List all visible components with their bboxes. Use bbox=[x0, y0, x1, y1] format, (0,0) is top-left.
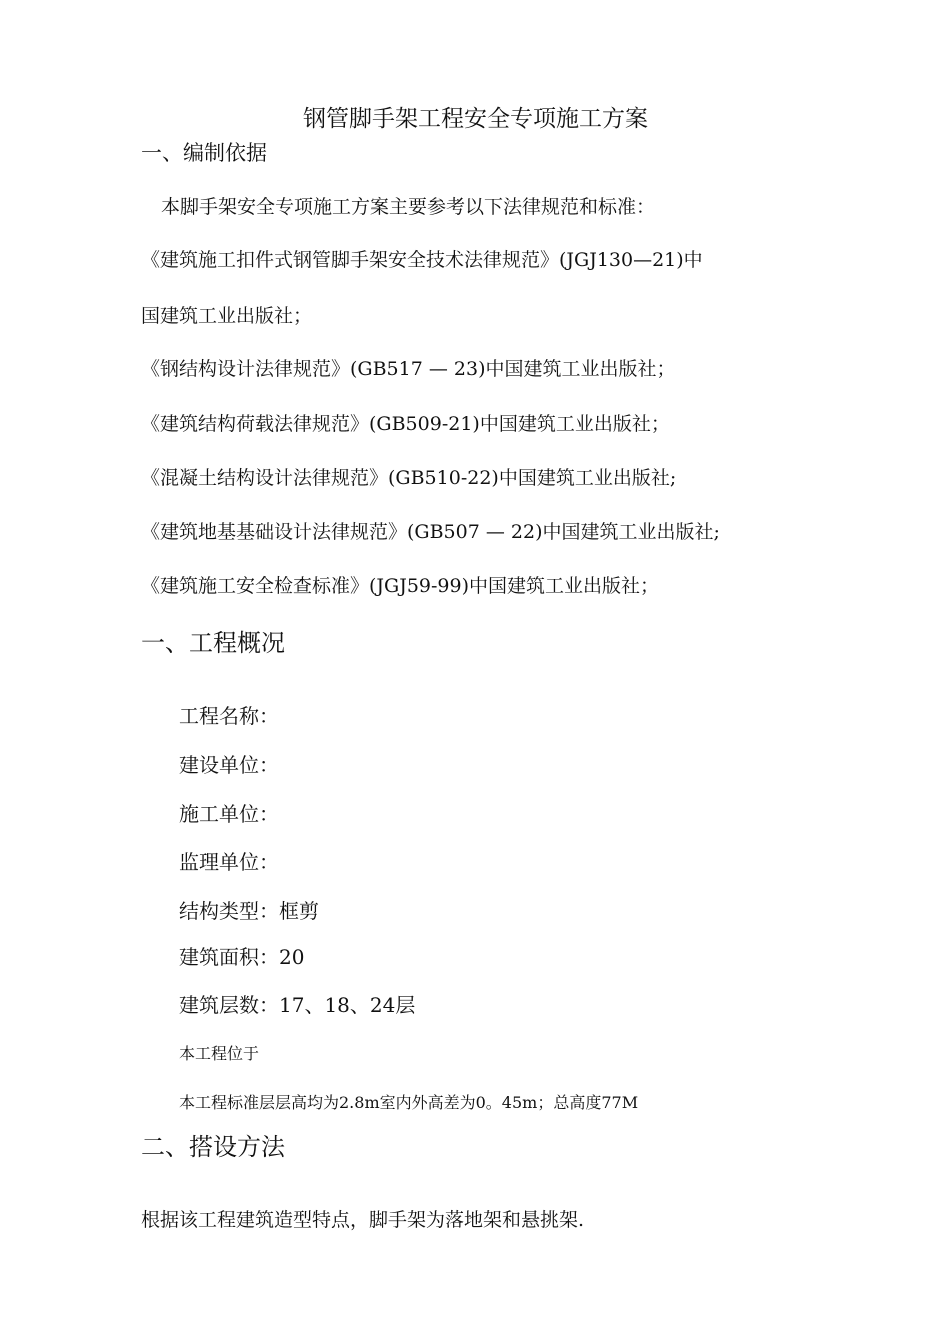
overview-field-supervisor: 监理单位： bbox=[179, 850, 279, 874]
overview-field-project-name: 工程名称： bbox=[179, 704, 279, 728]
section-heading-basis: 一、编制依据 bbox=[141, 141, 267, 165]
section-heading-overview: 一、工程概况 bbox=[141, 629, 285, 657]
basis-intro: 本脚手架安全专项施工方案主要参考以下法律规范和标准： bbox=[161, 196, 656, 218]
reference-item: 《钢结构设计法律规范》(GB517 — 23)中国建筑工业出版社； bbox=[141, 358, 676, 380]
reference-item: 《建筑地基基础设计法律规范》(GB507 — 22)中国建筑工业出版社; bbox=[141, 521, 720, 543]
overview-field-structure-type: 结构类型：框剪 bbox=[179, 899, 319, 923]
section-heading-method: 二、搭设方法 bbox=[141, 1133, 285, 1161]
document-title: 钢管脚手架工程安全专项施工方案 bbox=[303, 106, 648, 132]
method-text: 根据该工程建筑造型特点，脚手架为落地架和悬挑架. bbox=[141, 1209, 585, 1231]
reference-item: 《混凝土结构设计法律规范》(GB510-22)中国建筑工业出版社; bbox=[141, 467, 677, 489]
reference-item: 《建筑施工扣件式钢管脚手架安全技术法律规范》(JGJ130—21)中 bbox=[141, 249, 703, 271]
overview-field-building-area: 建筑面积：20 bbox=[179, 945, 305, 969]
overview-field-contractor: 施工单位： bbox=[179, 802, 279, 826]
reference-item: 国建筑工业出版社； bbox=[141, 305, 313, 327]
overview-field-owner: 建设单位： bbox=[179, 753, 279, 777]
overview-field-floor-count: 建筑层数：17、18、24层 bbox=[179, 993, 416, 1017]
overview-location: 本工程位于 bbox=[179, 1044, 260, 1063]
reference-item: 《建筑施工安全检查标准》(JGJ59-99)中国建筑工业出版社； bbox=[141, 575, 660, 597]
overview-height-note: 本工程标准层层高均为2.8m室内外高差为0。45m；总高度77M bbox=[179, 1093, 639, 1112]
reference-item: 《建筑结构荷载法律规范》(GB509-21)中国建筑工业出版社； bbox=[141, 413, 670, 435]
